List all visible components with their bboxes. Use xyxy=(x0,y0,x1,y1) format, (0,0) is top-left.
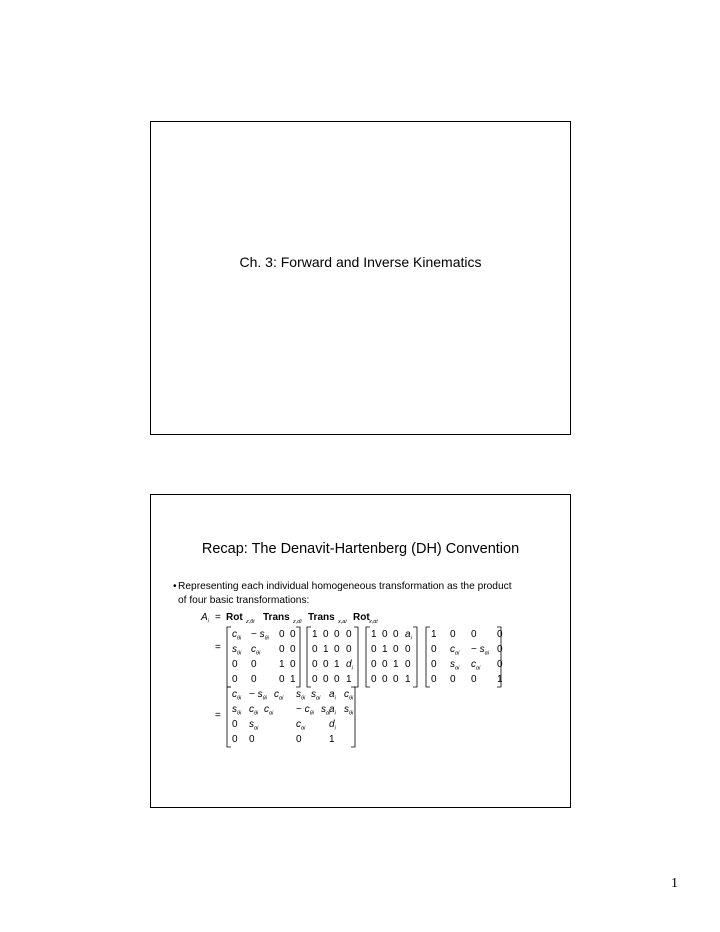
result-cell: $s_{\theta i}$ xyxy=(344,704,354,717)
matrix-cell: 0 xyxy=(405,644,411,655)
matrix-cell: 1 xyxy=(497,674,503,685)
matrix-cell: 0 xyxy=(393,629,399,640)
matrix-cell: 0 xyxy=(405,659,411,670)
bullet-text: Representing each individual homogeneous transformation as the product of four basic transformations: xyxy=(178,581,512,606)
matrix-cell: 0 xyxy=(290,644,296,655)
matrix-cell: 1 xyxy=(279,659,285,670)
slide-2 xyxy=(150,494,571,808)
result-cell: $c_{\alpha i}$ xyxy=(296,719,306,732)
matrix-cell: 0 xyxy=(334,629,340,640)
matrix-cell: 1 xyxy=(371,629,377,640)
result-cell: $s_{\alpha i}$ xyxy=(311,689,321,702)
matrix-cell: 0 xyxy=(312,644,318,655)
result-cell: $s_{\theta i}$ xyxy=(232,704,242,717)
result-cell: $s_{\alpha i}$ xyxy=(321,704,331,717)
matrix-cell: 1 xyxy=(312,629,318,640)
matrix-cell: 0 xyxy=(393,644,399,655)
result-cell: − $s_{\theta i}$ xyxy=(249,689,267,702)
matrix-cell: 0 xyxy=(393,674,399,685)
left-bracket xyxy=(227,627,231,687)
matrix-cell: 1 xyxy=(323,644,329,655)
matrix-cell: 1 xyxy=(431,629,437,640)
matrix-cell: 0 xyxy=(450,674,456,685)
result-cell: $a_i$ xyxy=(329,689,336,702)
right-bracket xyxy=(413,627,417,687)
matrix-cell: 0 xyxy=(323,674,329,685)
result-cell: $c_{\theta i}$ xyxy=(344,689,354,702)
result-cell: − $c_{\theta i}$ xyxy=(296,704,314,717)
transform-subscript: x,αi xyxy=(369,619,378,625)
matrix-cell: $d_i$ xyxy=(346,659,353,672)
matrix-cell: $c_{\alpha i}$ xyxy=(471,659,481,672)
matrix-cell: 0 xyxy=(371,659,377,670)
matrix-cell: 0 xyxy=(382,674,388,685)
matrix-cell: 0 xyxy=(497,629,503,640)
matrix-cell: 0 xyxy=(323,629,329,640)
left-bracket xyxy=(307,627,311,687)
result-cell: 1 xyxy=(329,734,335,745)
matrix-cell: 0 xyxy=(497,659,503,670)
right-bracket xyxy=(296,627,300,687)
result-cell: 0 xyxy=(249,734,255,745)
matrix-cell: 1 xyxy=(290,674,296,685)
slide-1-title: Ch. 3: Forward and Inverse Kinematics xyxy=(239,254,482,270)
transform-subscript: z,di xyxy=(293,619,302,625)
matrix-cell: 0 xyxy=(471,674,477,685)
matrix-cell: 0 xyxy=(251,674,257,685)
matrix-cell: $a_i$ xyxy=(405,629,412,642)
left-bracket xyxy=(366,627,370,687)
matrix-cell: 0 xyxy=(471,629,477,640)
transform-subscript: x,ai xyxy=(338,619,347,625)
matrix-cell: 0 xyxy=(450,629,456,640)
matrix-cell: 1 xyxy=(382,644,388,655)
matrix-cell: 0 xyxy=(382,629,388,640)
result-cell: $c_{\theta i}$ xyxy=(232,689,242,702)
matrix-cell: 0 xyxy=(382,659,388,670)
matrix-cell: 0 xyxy=(431,659,437,670)
matrix-cell: 0 xyxy=(371,674,377,685)
result-cell: 0 xyxy=(232,719,238,730)
result-cell: $c_{\alpha i}$ xyxy=(264,704,274,717)
page-number: 1 xyxy=(671,876,678,891)
equals-sign: = xyxy=(215,612,221,623)
matrix-cell: 0 xyxy=(323,659,329,670)
result-cell: 0 xyxy=(296,734,302,745)
matrix-cell: 0 xyxy=(346,629,352,640)
equals-sign: = xyxy=(215,710,221,721)
matrix-cell: 0 xyxy=(279,674,285,685)
result-cell: $c_{\alpha i}$ xyxy=(274,689,284,702)
transform-operator: Trans xyxy=(263,612,290,623)
transform-operator: Rot xyxy=(226,612,243,623)
slide-2-title: Recap: The Denavit-Hartenberg (DH) Convention xyxy=(201,541,520,557)
matrix-cell: 0 xyxy=(431,674,437,685)
matrix-cell: 0 xyxy=(290,629,296,640)
matrix-cell: 0 xyxy=(290,659,296,670)
left-bracket xyxy=(426,627,430,687)
matrix-cell: 0 xyxy=(346,644,352,655)
matrix-cell: 0 xyxy=(497,644,503,655)
lhs-symbol: $A_i$ xyxy=(201,612,209,625)
matrix-cell: 0 xyxy=(232,674,238,685)
transform-operator: Rot xyxy=(353,612,370,623)
transform-operator: Trans xyxy=(308,612,335,623)
result-cell: $d_i$ xyxy=(329,719,336,732)
result-cell: $s_{\theta i}$ xyxy=(296,689,306,702)
matrix-cell: − $s_{\alpha i}$ xyxy=(471,644,489,657)
equals-sign: = xyxy=(215,642,221,653)
matrix-cell: 0 xyxy=(279,629,285,640)
matrix-cell: $s_{\theta i}$ xyxy=(232,644,242,657)
result-cell: 0 xyxy=(232,734,238,745)
matrix-cell: 0 xyxy=(232,659,238,670)
matrix-cell: − $s_{\theta i}$ xyxy=(251,629,269,642)
matrix-cell: 0 xyxy=(312,674,318,685)
matrix-cell: 1 xyxy=(393,659,399,670)
result-cell: $s_{\alpha i}$ xyxy=(249,719,259,732)
matrix-cell: 0 xyxy=(279,644,285,655)
dh-matrix-product xyxy=(215,627,503,687)
left-bracket xyxy=(227,687,231,747)
matrix-cell: $c_{\alpha i}$ xyxy=(450,644,460,657)
matrix-cell: 0 xyxy=(312,659,318,670)
matrix-cell: $c_{\theta i}$ xyxy=(251,644,261,657)
dh-equations xyxy=(151,495,572,809)
matrix-cell: 1 xyxy=(405,674,411,685)
dh-product-equation xyxy=(200,612,378,625)
matrix-cell: 1 xyxy=(334,659,340,670)
matrix-cell: 0 xyxy=(371,644,377,655)
transform-subscript: z,θi xyxy=(246,619,255,625)
matrix-cell: 0 xyxy=(334,674,340,685)
matrix-cell: 0 xyxy=(431,644,437,655)
matrix-cell: 0 xyxy=(334,644,340,655)
matrix-cell: $c_{\theta i}$ xyxy=(232,629,242,642)
result-cell: $a_i$ xyxy=(329,704,336,717)
result-cell: $c_{\theta i}$ xyxy=(249,704,259,717)
matrix-cell: 1 xyxy=(346,674,352,685)
matrix-cell: $s_{\alpha i}$ xyxy=(450,659,460,672)
bullet-marker: • xyxy=(173,581,177,592)
right-bracket xyxy=(354,627,358,687)
slide-1 xyxy=(150,121,571,435)
matrix-cell: 0 xyxy=(251,659,257,670)
dh-result-matrix xyxy=(215,687,355,747)
